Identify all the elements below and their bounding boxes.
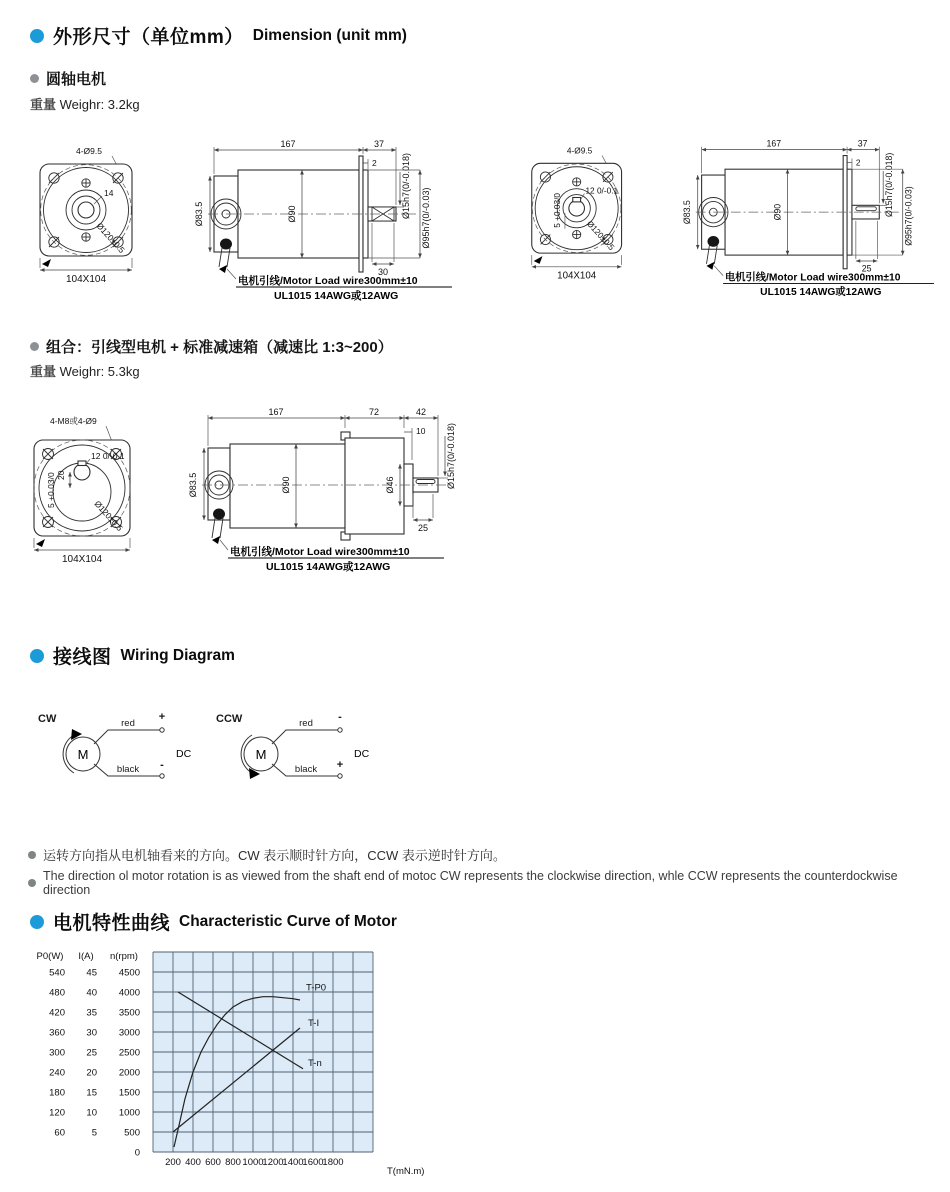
drawing-geared-motor [20,402,490,580]
dim-shaft-dia: Ø15h7(0/-0.018) [401,152,411,220]
side-view [194,139,452,302]
section-dimension-title-en: Dimension (unit mm) [252,26,407,44]
front-view [40,146,132,285]
dim-hub: 12 0/-0.1 [91,451,125,461]
blue-bullet-icon [30,29,44,43]
dim-spigot-dia: Ø95h7(0/-0.03) [903,186,914,246]
wire-red-label: red [121,718,135,729]
motor-symbol: M [255,747,267,762]
section-wiring-title-zh: 接线图 [53,647,112,668]
chart-y-tick: 180 [49,1087,65,1099]
dim-flange: 104X104 [61,554,103,565]
dim-key-width: 5 +0.03/0 [552,192,563,228]
dim-shaft-len: 42 [415,407,427,417]
drawing-round-shaft-motor-plain [20,136,460,304]
dim-key-width: 5 +0.03/0 [46,472,56,508]
polarity-top: + [158,711,166,723]
chart-y-tick: 30 [86,1027,97,1039]
section-curve-header [30,908,397,935]
wire-red-label: red [299,718,313,729]
chart-y-tick: 1000 [118,1107,140,1119]
supply-label: DC [176,748,192,760]
chart-x-tick: 600 [205,1157,221,1168]
section-curve-title-en: Characteristic Curve of Motor [179,912,397,930]
dim-body-dia: Ø90 [281,476,291,494]
dim-key-len: 25 [417,523,429,533]
chart-y-axis-label: n(rpm) [110,951,138,962]
chart-y-tick: 15 [86,1087,97,1099]
chart-y-tick: 120 [49,1107,65,1119]
chart-series-label-T-P0: T-P0 [306,982,327,994]
chart-y-tick: 3000 [118,1027,140,1039]
weight-label: 重量 [30,97,57,112]
chart-y-tick: 500 [124,1127,140,1139]
front-view [34,416,130,565]
dim-front-dia: Ø83.5 [194,201,204,227]
blue-bullet-icon [30,649,44,663]
note-text: The direction ol motor rotation is as viewed from the shaft end of motoc CW represents the clockwise direction, whle CCW represents the counterdockwise direction [43,869,898,897]
chart-y-tick: 5 [91,1127,97,1139]
gray-bullet-icon [30,74,39,83]
chart-y-tick: 4000 [118,987,140,999]
section-wiring-title-en: Wiring Diagram [120,646,235,664]
dim-shaft-dia: Ø15h7(0/-0.018) [446,422,456,490]
chart-series-label-T-I: T-I [308,1018,320,1029]
blue-bullet-icon [30,915,44,929]
dim-body-dia: Ø90 [287,205,297,223]
chart-x-tick: 1600 [302,1157,324,1168]
note-text: 运转方向指从电机轴看来的方向。CW 表示顺时针方向，CCW 表示逆时针方向。 [43,848,506,863]
chart-y-tick: 40 [86,987,97,999]
section-dimension-title-zh: 外形尺寸（单位mm） [53,27,244,48]
dim-step: 2 [372,158,377,168]
chart-y-tick: 4500 [118,967,140,979]
chart-y-tick: 2500 [118,1047,140,1059]
weight-value: Weighr: 3.2kg [59,97,140,112]
datum-arrow-icon [36,539,45,547]
dim-tip-len: 37 [857,138,868,149]
combo-title: 组合：引线型电机 + 标准减速箱（减速比 1:3~200） [46,339,393,356]
supply-label: DC [354,748,370,760]
dim-boss-len: 10 [416,426,426,436]
weight-label: 重量 [30,364,57,379]
rotation-label: CCW [216,713,243,725]
chart-y-tick: 60 [54,1127,65,1139]
round-shaft-title: 圆轴电机 [46,71,107,88]
datum-arrow-icon [42,259,51,267]
chart-y-tick: 240 [49,1067,65,1079]
wire-grommet [220,239,232,250]
chart-y-tick: 1500 [118,1087,140,1099]
dim-flange: 104X104 [65,274,107,285]
dim-front-dia: Ø83.5 [188,472,198,498]
dim-bolt-circle: Ø120±0.5 [584,218,617,253]
weight-value: Weighr: 5.3kg [59,364,140,379]
characteristic-curve-chart [25,944,445,1192]
wiring-diagram-ccw [206,702,376,797]
polarity-bottom: + [336,759,344,771]
chart-y-tick: 3500 [118,1007,140,1019]
wire-grommet [213,509,225,520]
dim-gear-len: 72 [368,407,380,417]
wire-note-2: UL1015 14AWG或12AWG [274,290,399,302]
combo-weight [30,361,140,380]
shaft-keyway [78,461,86,466]
dim-boss-dia: Ø46 [385,476,395,494]
chart-x-tick: 1200 [262,1157,284,1168]
chart-series-label-T-n: T-n [308,1058,322,1069]
wire-note-1: 电机引线/Motor Load wire300mm±10 [725,272,901,284]
dim-tip-len: 37 [373,139,385,149]
chart-y-tick: 300 [49,1047,65,1059]
note-direction-zh [28,845,928,864]
chart-x-tick: 200 [165,1157,181,1168]
dim-holes: 4-M8或4-Ø9 [50,416,97,426]
dim-spigot-dia: Ø95h7(0/-0.03) [421,187,431,249]
wire-note-1: 电机引线/Motor Load wire300mm±10 [238,275,418,287]
gray-bullet-icon [28,851,36,859]
wire-note-1: 电机引线/Motor Load wire300mm±10 [230,546,410,558]
dim-hub: 12 0/-0.1 [585,185,619,196]
dim-bolt-circle: Ø120±0.5 [94,220,127,256]
dim-flat-len: 30 [377,267,389,277]
side-view [188,407,456,573]
wire-note-2: UL1015 14AWG或12AWG [760,287,882,299]
polarity-bottom: - [160,759,164,771]
chart-y-axis-label: P0(W) [36,951,64,962]
wiring-diagram-cw [28,702,198,797]
dim-body-len: 167 [766,138,782,149]
dim-body-len: 167 [280,139,296,149]
chart-y-tick: 360 [49,1027,65,1039]
gray-bullet-icon [30,342,39,351]
subsection-combo [30,336,393,357]
dim-shaft-dia: Ø15h7(0/-0.018) [883,152,894,217]
section-wiring-header [30,642,235,669]
chart-x-tick: 1000 [242,1157,264,1168]
chart-x-tick: 1400 [282,1157,304,1168]
chart-y-axis-label: I(A) [78,951,94,962]
note-direction-en [28,869,938,897]
chart-y-tick: 0 [134,1147,140,1159]
side-view [682,139,934,298]
wire-black-label: black [294,764,318,775]
dim-holes: 4-Ø9.5 [76,146,102,156]
rotation-label: CW [38,713,57,725]
motor-symbol: M [77,747,89,762]
chart-y-tick: 540 [49,967,65,979]
dim-body-dia: Ø90 [772,203,783,221]
chart-y-tick: 480 [49,987,65,999]
dim-motor-len: 167 [268,407,284,417]
dim-bolt-circle: Ø120±0.5 [92,498,125,534]
polarity-top: - [338,711,342,723]
drawing-round-shaft-motor-keyed [512,136,942,300]
gray-bullet-icon [28,879,36,887]
chart-y-tick: 35 [86,1007,97,1019]
chart-y-tick: 45 [86,967,97,979]
datum-arrow-icon [534,256,543,264]
section-dimension-header [30,22,407,49]
dim-front-dia: Ø83.5 [681,200,692,225]
chart-y-tick: 10 [86,1107,97,1119]
dim-offset: 20 [56,470,66,480]
dim-shaft-len: 14 [104,188,114,198]
dim-flange: 104X104 [557,270,597,282]
subsection-round-shaft [30,68,106,89]
chart-y-tick: 25 [86,1047,97,1059]
dim-key-len: 25 [861,263,872,274]
section-curve-title-zh: 电机特性曲线 [53,913,171,934]
chart-x-tick: 800 [225,1157,241,1168]
dim-holes: 4-Ø9.5 [566,145,593,156]
chart-x-tick: 1800 [322,1157,344,1168]
wire-black-label: black [116,764,140,775]
chart-y-tick: 20 [86,1067,97,1079]
chart-y-tick: 420 [49,1007,65,1019]
dim-step: 2 [855,157,861,168]
round-shaft-weight [30,94,140,113]
chart-x-axis-label: T(mN.m) [387,1166,425,1177]
front-view [532,146,622,282]
wire-note-2: UL1015 14AWG或12AWG [266,561,391,573]
chart-x-tick: 400 [185,1157,201,1168]
chart-y-tick: 2000 [118,1067,140,1079]
wire-grommet [707,236,719,247]
shaft-keyway [573,198,581,202]
